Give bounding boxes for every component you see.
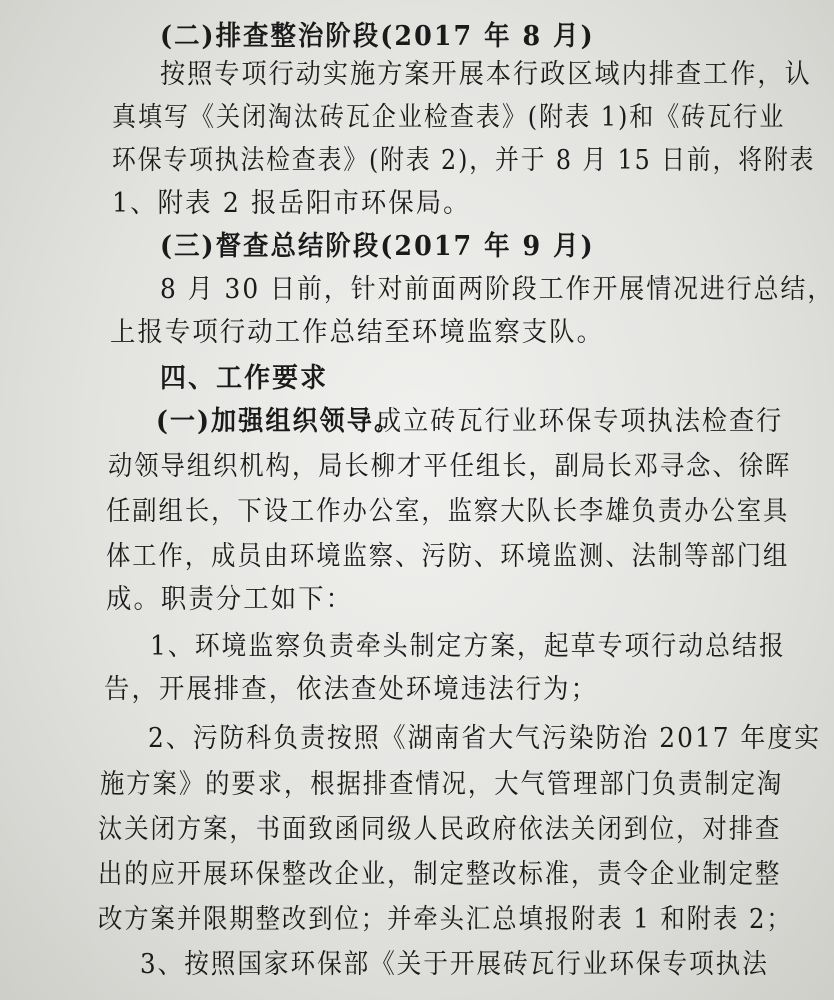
subheading-strengthen-leadership: (一)加强组织领导。 xyxy=(156,406,402,437)
paragraph-line: 真填写《关闭淘汰砖瓦企业检查表》(附表 1)和《砖瓦行业 xyxy=(112,102,786,133)
paragraph-line: 按照专项行动实施方案开展本行政区域内排查工作，认 xyxy=(160,59,812,90)
paragraph-line: 8 月 30 日前，针对前面两阶段工作开展情况进行总结， xyxy=(160,274,834,305)
paragraph-line: 施方案》的要求，根据排查情况，大气管理部门负责制定淘 xyxy=(100,769,784,800)
paragraph-line: 体工作，成员由环境监察、污防、环境监测、法制等部门组 xyxy=(106,541,790,572)
paragraph-line: 2、污防科负责按照《湖南省大气污染防治 2017 年度实 xyxy=(148,723,822,754)
paragraph-line: 1、环境监察负责牵头制定方案，起草专项行动总结报 xyxy=(150,631,786,662)
paragraph-line: 成。职责分工如下： xyxy=(106,584,354,615)
section-heading-supervision: (三)督查总结阶段(2017 年 9 月) xyxy=(160,231,595,262)
paragraph-line: 动领导组织机构，局长柳才平任组长，副局长邓寻念、徐晖 xyxy=(108,451,792,482)
paragraph-line: 改方案并限期整改到位；并牵头汇总填报附表 1 和附表 2； xyxy=(98,904,793,935)
paragraph-line: 汰关闭方案，书面致函同级人民政府依法关闭到位，对排查 xyxy=(98,814,782,845)
paragraph-line: 3、按照国家环保部《关于开展砖瓦行业环保专项执法 xyxy=(140,949,769,980)
paragraph-line: 成立砖瓦行业环保专项执法检查行 xyxy=(376,406,784,437)
paragraph-line: 告，开展排查，依法查处环境违法行为； xyxy=(104,674,599,705)
paragraph-line: 出的应开展环保整改企业，制定整改标准，责令企业制定整 xyxy=(98,859,782,890)
paragraph-line: 1、附表 2 报岳阳市环保局。 xyxy=(112,188,471,219)
section-heading-investigation: (二)排查整治阶段(2017 年 8 月) xyxy=(160,21,595,52)
paragraph-line: 任副组长，下设工作办公室，监察大队长李雄负责办公室具 xyxy=(106,496,790,527)
section-heading-work-requirements: 四、工作要求 xyxy=(160,363,329,394)
paragraph-line: 上报专项行动工作总结至环境监察支队。 xyxy=(110,317,605,348)
paragraph-line: 环保专项执法检查表》(附表 2)，并于 8 月 15 日前，将附表 xyxy=(112,145,816,176)
